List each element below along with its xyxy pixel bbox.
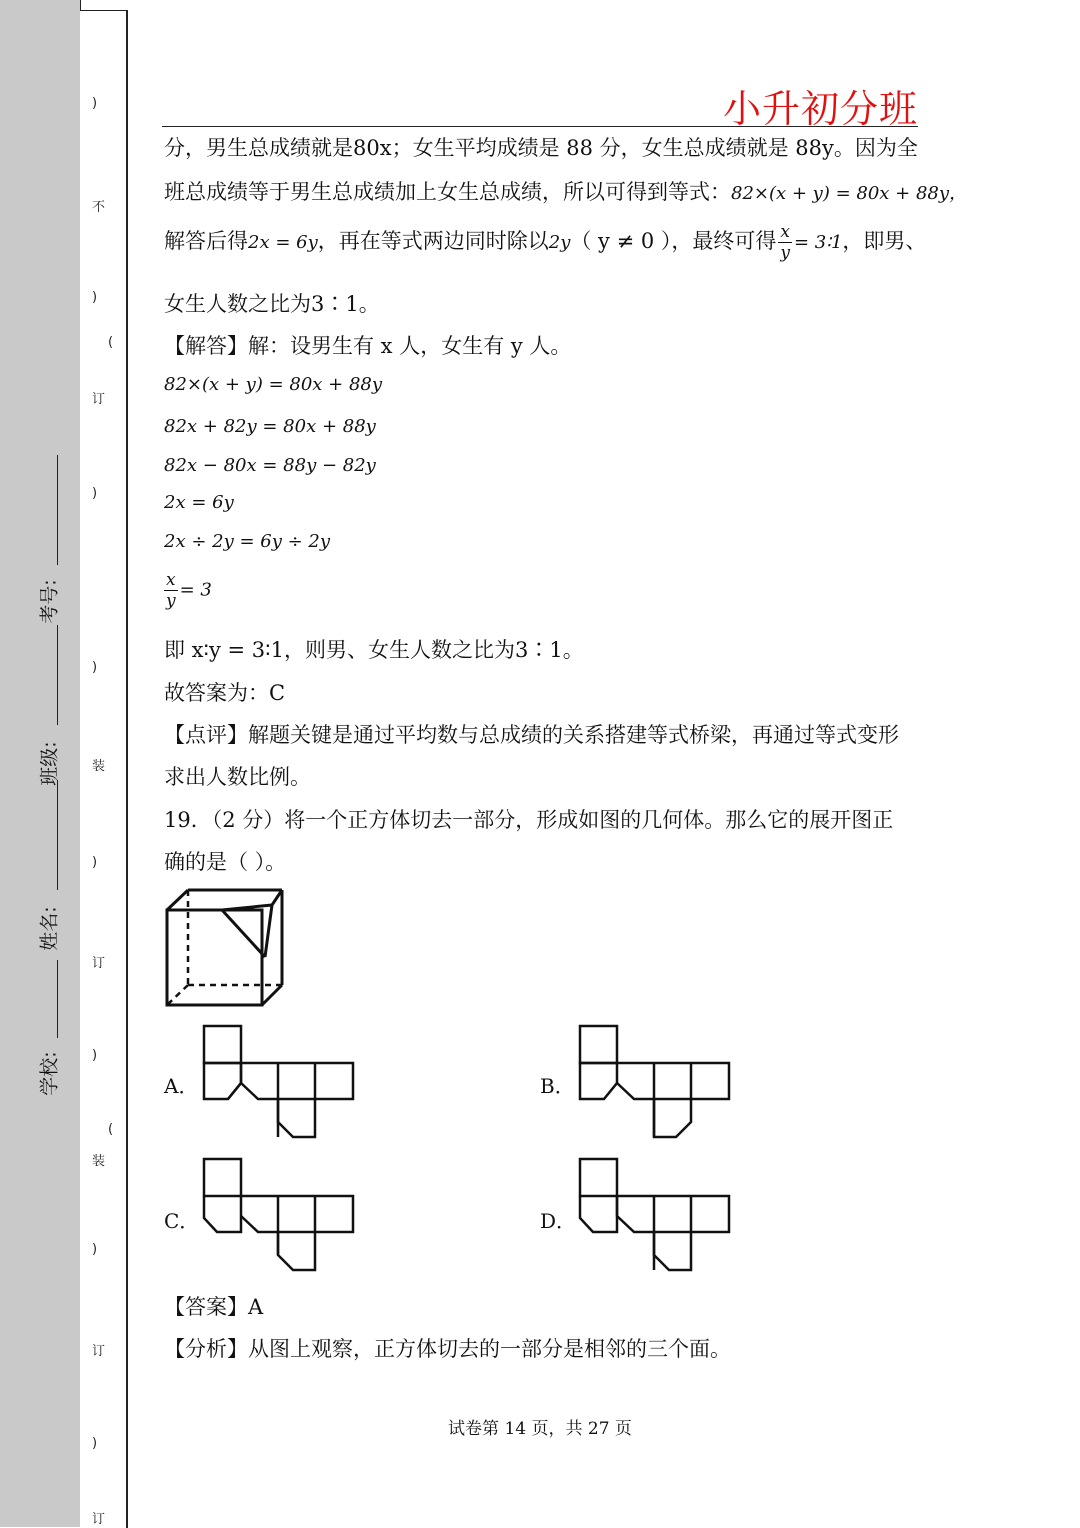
comment-line-2: 求出人数比例。 xyxy=(164,765,311,789)
equation: 2y xyxy=(548,232,571,253)
seal-mark: ) xyxy=(92,1242,98,1257)
option-a-net xyxy=(203,1025,355,1140)
cut-cube-figure xyxy=(160,885,295,1010)
seal-mark: ( xyxy=(108,1122,114,1137)
fraction-denominator: y xyxy=(780,243,790,263)
question-19-line-1: 19．（2 分）将一个正方体切去一部分，形成如图的几何体。那么它的展开图正 xyxy=(164,808,894,832)
conclusion: 即 x∶y = 3∶1，则男、女生人数之比为3∶1。 xyxy=(164,638,584,662)
school-line xyxy=(57,960,58,1038)
step-6 xyxy=(164,570,212,611)
exam-no-line xyxy=(57,455,58,565)
option-a-label: A． xyxy=(164,1074,199,1098)
step-5: 2x ÷ 2y = 6y ÷ 2y xyxy=(164,531,331,552)
equation: = 3∶1 xyxy=(794,232,843,253)
page-footer: 试卷第 14 页，共 27 页 xyxy=(448,1419,632,1439)
seal-mark: ) xyxy=(92,1436,98,1451)
fraction-denominator: y xyxy=(165,591,176,611)
option-d-net xyxy=(579,1158,731,1273)
option-c-label: C． xyxy=(164,1209,200,1233)
school-label: 学校: xyxy=(38,1051,61,1096)
header-rule xyxy=(162,126,918,127)
seal-mark: ) xyxy=(92,290,98,305)
analysis-19: 【分析】从图上观察，正方体切去的一部分是相邻的三个面。 xyxy=(164,1337,731,1361)
class-label: 班级: xyxy=(38,741,61,786)
solution-line-2-text: 班总成绩等于男生总成绩加上女生总成绩，所以可得到等式： xyxy=(164,180,731,204)
fraction xyxy=(164,570,178,611)
equation: 2x = 6y xyxy=(248,232,318,253)
name-line xyxy=(57,780,58,890)
fraction-numerator: x xyxy=(166,570,176,590)
class-line xyxy=(57,625,58,725)
text: （ y ≠ 0 ），最终可得 xyxy=(570,229,777,253)
option-b-net xyxy=(579,1025,731,1140)
option-c-net xyxy=(203,1158,355,1273)
step-1: 82×(x + y) = 80x + 88y xyxy=(164,374,383,395)
fraction xyxy=(778,222,792,263)
solution-line-4: 女生人数之比为3∶1。 xyxy=(164,292,380,316)
step-3: 82x − 80x = 88y − 82y xyxy=(164,455,376,476)
answer-heading: 【解答】解：设男生有 x 人，女生有 y 人。 xyxy=(164,334,572,358)
seal-mark: 装 xyxy=(92,759,106,774)
answer-19: 【答案】A xyxy=(164,1295,264,1319)
final-answer: 故答案为：C xyxy=(164,681,286,705)
seal-mark: ) xyxy=(92,855,98,870)
option-d-label: D． xyxy=(540,1209,577,1233)
brand-title: 小升初分班 xyxy=(722,87,918,131)
seal-mark: ) xyxy=(92,1048,98,1063)
equation: 82×(x + y) = 80x + 88y， xyxy=(731,183,968,204)
text: ，即男、 xyxy=(842,229,927,253)
comment-line-1: 【点评】解题关键是通过平均数与总成绩的关系搭建等式桥梁，再通过等式变形 xyxy=(164,723,899,747)
seal-mark: ) xyxy=(92,486,98,501)
binding-strip xyxy=(0,0,81,1527)
step-2: 82x + 82y = 80x + 88y xyxy=(164,416,376,437)
option-b-label: B． xyxy=(540,1074,575,1098)
seal-mark: 订 xyxy=(92,392,106,407)
seal-mark: 订 xyxy=(92,1512,106,1527)
solution-line-1: 分，男生总成绩就是80x；女生平均成绩是 88 分，女生总成绩就是 88y。因为全 xyxy=(164,136,918,160)
step-4: 2x = 6y xyxy=(164,492,234,513)
solution-line-2 xyxy=(164,176,967,206)
seal-mark: ( xyxy=(108,335,114,350)
name-label: 姓名: xyxy=(38,906,61,951)
seal-mark: 不 xyxy=(92,200,106,215)
question-19-line-2: 确的是（ ）。 xyxy=(164,850,287,874)
exam-no-label: 考号: xyxy=(38,579,61,624)
seal-mark: 订 xyxy=(92,956,106,971)
seal-mark: ) xyxy=(92,660,98,675)
text: ，再在等式两边同时除以 xyxy=(317,229,549,253)
seal-mark: 订 xyxy=(92,1344,106,1359)
seal-mark: ) xyxy=(92,96,98,111)
equation: = 3 xyxy=(179,579,212,601)
text: 解答后得 xyxy=(164,229,248,253)
fraction-numerator: x xyxy=(780,222,790,242)
seal-mark: 装 xyxy=(92,1154,106,1169)
solution-line-3 xyxy=(164,222,926,263)
